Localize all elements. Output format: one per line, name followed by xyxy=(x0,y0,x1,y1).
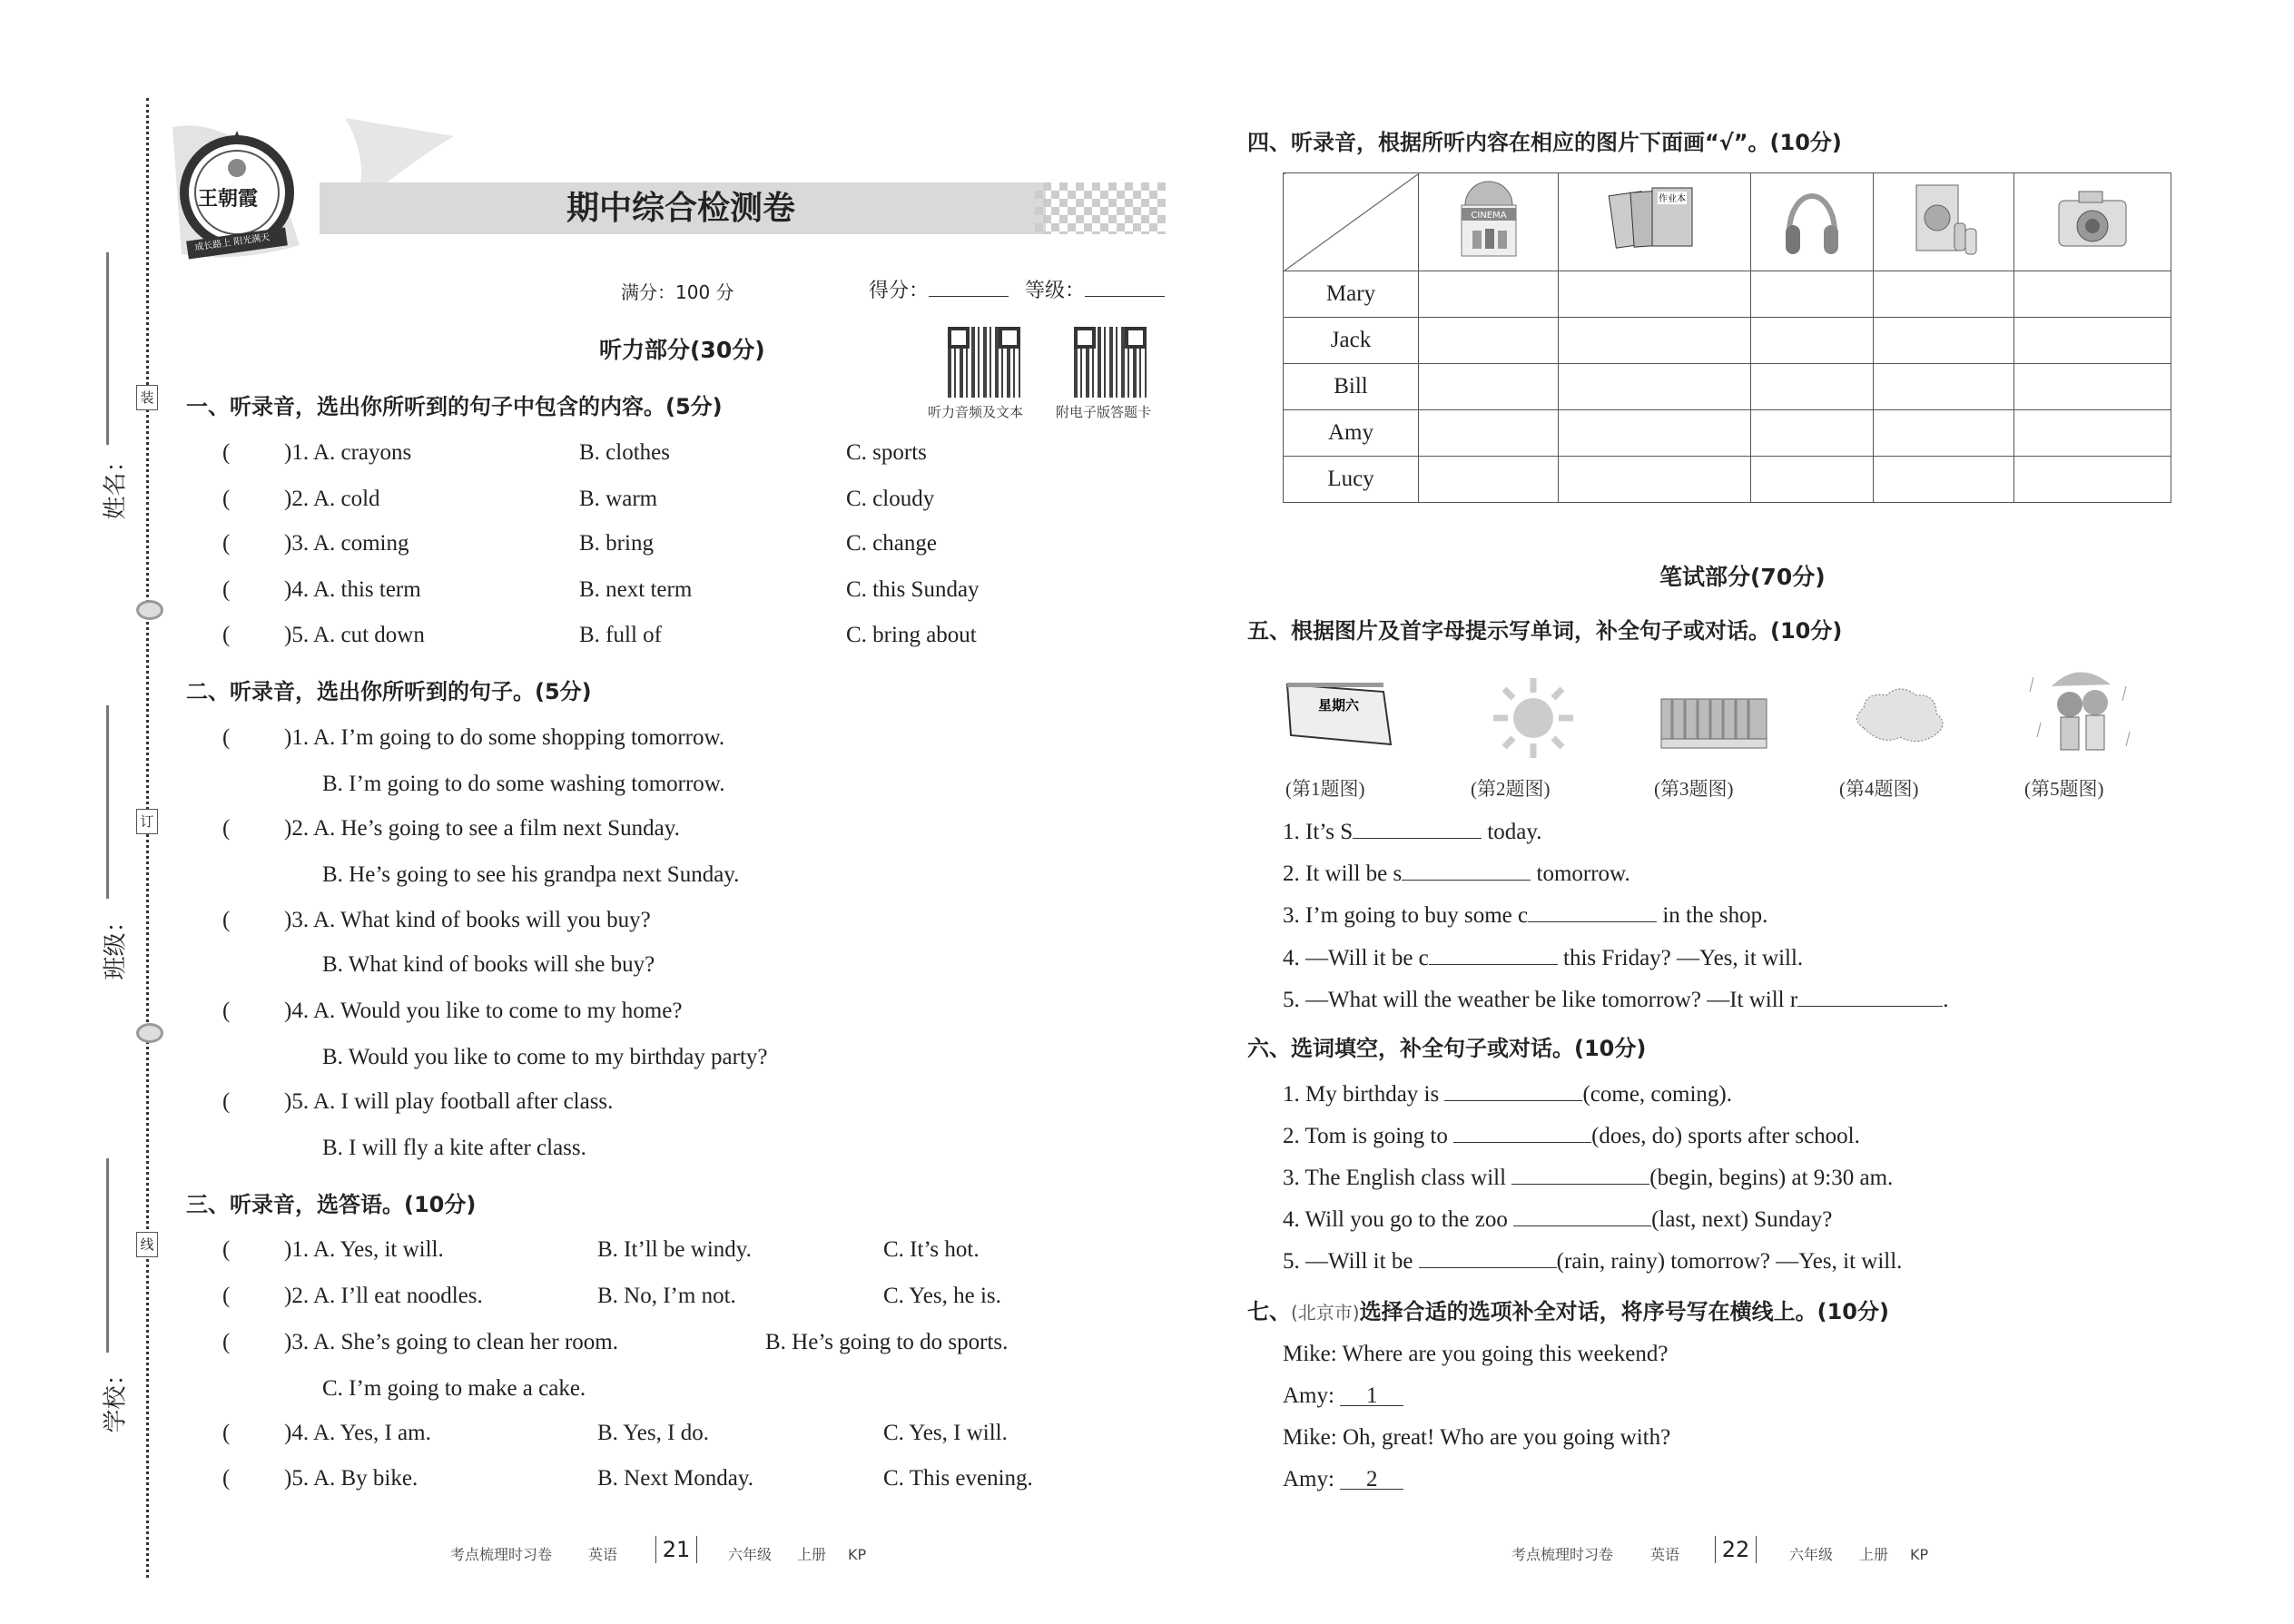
option-b: B. He’s going to do sports. xyxy=(765,1330,1009,1354)
option-b: B. What kind of books will she buy? xyxy=(322,952,655,977)
cut-mark-box: 订 xyxy=(136,809,158,834)
check-cell[interactable] xyxy=(1419,410,1559,457)
dialogue-line xyxy=(1283,1423,1670,1452)
answer-blank[interactable] xyxy=(1453,1118,1591,1143)
picture-caption: (第3题图) xyxy=(1654,778,1734,800)
footer-term: 上册 xyxy=(1859,1546,1889,1563)
student-name: Amy xyxy=(1284,410,1419,457)
binding-hole-icon xyxy=(136,600,163,620)
answer-blank[interactable] xyxy=(1429,940,1558,965)
check-cell[interactable] xyxy=(1874,271,2013,318)
answer-paren[interactable]: ( xyxy=(222,1089,231,1114)
washing-machine-picture xyxy=(1874,173,2013,271)
sentence-prefix: 5. —What will the weather be like tomorrow? —It will r xyxy=(1283,988,1798,1012)
check-cell[interactable] xyxy=(1559,318,1751,364)
logo-text: 王朝霞 xyxy=(198,188,259,211)
option-c: C. bring about xyxy=(846,623,977,647)
page-number: 22 xyxy=(1715,1536,1757,1563)
option-c: C. It’s hot. xyxy=(883,1237,980,1262)
logo-slogan: 成长路上 阳光满天 xyxy=(193,232,271,253)
svg-text:作业本: 作业本 xyxy=(1658,194,1686,204)
sentence-prefix: 1. My birthday is xyxy=(1283,1082,1440,1107)
binding-cut-line xyxy=(146,98,149,1578)
homework-books-picture xyxy=(1559,173,1751,271)
check-cell[interactable] xyxy=(2013,364,2171,410)
option-c: C. This evening. xyxy=(883,1466,1033,1491)
dialogue-line xyxy=(1283,1340,1668,1369)
answer-paren[interactable]: ( xyxy=(222,1284,231,1308)
question-number: )1. xyxy=(284,725,310,750)
dialogue-text: Where are you going this weekend? xyxy=(1342,1342,1669,1366)
answer-blank[interactable] xyxy=(1513,1202,1651,1226)
headphones-picture xyxy=(1750,173,1873,271)
checker-decoration xyxy=(1035,182,1166,234)
answer-paren[interactable]: ( xyxy=(222,487,231,511)
answer-paren[interactable]: ( xyxy=(222,577,231,602)
check-cell[interactable] xyxy=(1874,364,2013,410)
sentence-suffix: (last, next) Sunday? xyxy=(1651,1207,1833,1232)
score-field[interactable] xyxy=(869,276,1009,306)
option-a: A. Would you like to come to my home? xyxy=(312,999,683,1023)
answer-paren[interactable]: ( xyxy=(222,1330,231,1354)
student-name: Jack xyxy=(1284,318,1419,364)
option-b: B. next term xyxy=(579,577,693,602)
speaker: Mike: xyxy=(1283,1425,1337,1450)
qr-caption: 附电子版答题卡 xyxy=(1056,404,1152,420)
option-a: A. I’m going to do some shopping tomorrow. xyxy=(312,725,725,750)
books-icon xyxy=(1605,182,1705,255)
option-a: A. What kind of books will you buy? xyxy=(312,908,651,932)
sentence-suffix: (rain, rainy) tomorrow? —Yes, it will. xyxy=(1556,1249,1903,1274)
section-3-heading: 三、听录音，选答语。(10分) xyxy=(186,1192,477,1217)
footer-subject: 英语 xyxy=(1650,1546,1680,1563)
sentence-item xyxy=(1283,1202,1832,1235)
footer-edition: KP xyxy=(848,1546,867,1563)
audio-qr-code[interactable] xyxy=(948,327,1020,398)
option-b: B. Next Monday. xyxy=(597,1466,753,1491)
sentence-item xyxy=(1283,1244,1902,1276)
sentence-prefix: 4. —Will it be c xyxy=(1283,946,1429,970)
check-cell[interactable] xyxy=(1559,410,1751,457)
question-number: )3. xyxy=(284,531,310,556)
score-blank[interactable] xyxy=(929,276,1009,297)
sentence-suffix: (come, coming). xyxy=(1582,1082,1732,1107)
answer-card-qr-code[interactable] xyxy=(1074,327,1147,398)
question-number: )4. xyxy=(284,1421,310,1445)
table-row xyxy=(1284,364,2171,410)
question-number: )2. xyxy=(284,487,310,511)
sentence-item xyxy=(1283,982,1948,1015)
binding-hole-icon xyxy=(136,1023,163,1043)
option-c: C. Yes, I will. xyxy=(883,1421,1008,1445)
answer-paren[interactable]: ( xyxy=(222,908,231,932)
listening-part-title: 听力部分(30分) xyxy=(599,337,765,363)
sentence-prefix: 3. I’m going to buy some c xyxy=(1283,903,1529,928)
sentence-item xyxy=(1283,1077,1732,1109)
diagonal-header-cell xyxy=(1284,173,1419,271)
option-b: B. full of xyxy=(579,623,662,647)
sentence-prefix: 5. —Will it be xyxy=(1283,1249,1413,1274)
footer-series: 考点梳理时习卷 xyxy=(450,1546,553,1563)
page-title: 期中综合检测卷 xyxy=(566,190,795,227)
answer-paren[interactable]: ( xyxy=(222,1237,231,1262)
speaker: Amy: xyxy=(1283,1383,1334,1408)
check-cell[interactable] xyxy=(1750,410,1873,457)
speaker: Amy: xyxy=(1283,1467,1334,1491)
sentence-suffix: (does, do) sports after school. xyxy=(1591,1124,1860,1148)
option-b: B. bring xyxy=(579,531,654,556)
option-c: C. sports xyxy=(846,440,927,465)
table-row xyxy=(1284,457,2171,503)
student-name: Lucy xyxy=(1284,457,1419,503)
answer-blank[interactable] xyxy=(1402,856,1531,881)
sun-picture xyxy=(1492,676,1575,760)
answer-blank[interactable]: 1 xyxy=(1340,1382,1403,1406)
class-label: 班级： xyxy=(102,909,130,980)
option-b: B. I’m going to do some washing tomorrow. xyxy=(322,772,725,796)
answer-paren[interactable]: ( xyxy=(222,999,231,1023)
option-a: A. I’ll eat noodles. xyxy=(312,1284,483,1308)
section-5-heading: 五、根据图片及首字母提示写单词，补全句子或对话。(10分) xyxy=(1247,618,1843,644)
option-b: B. warm xyxy=(579,487,658,511)
answer-blank[interactable] xyxy=(1419,1244,1557,1268)
check-cell[interactable] xyxy=(1750,457,1873,503)
washing-machine-icon xyxy=(1907,178,1980,260)
grade-label: 等级： xyxy=(1025,280,1086,302)
answer-paren[interactable]: ( xyxy=(222,1421,231,1445)
cut-mark-box: 装 xyxy=(136,385,158,410)
question-number: )4. xyxy=(284,577,310,602)
dialogue-text: Oh, great! Who are you going with? xyxy=(1342,1425,1671,1450)
answer-blank[interactable] xyxy=(1511,1160,1649,1185)
table-row xyxy=(1284,318,2171,364)
footer-term: 上册 xyxy=(797,1546,827,1563)
section-4-heading: 四、听录音，根据所听内容在相应的图片下面画“√”。(10分) xyxy=(1247,130,1842,155)
answer-paren[interactable]: ( xyxy=(222,623,231,647)
question-number: )5. xyxy=(284,1466,310,1491)
option-b: B. He’s going to see his grandpa next Sunday. xyxy=(322,862,740,887)
check-cell[interactable] xyxy=(1419,271,1559,318)
option-b: B. No, I’m not. xyxy=(597,1284,736,1308)
page-number: 21 xyxy=(655,1536,697,1563)
grade-field[interactable] xyxy=(1025,276,1165,306)
answer-paren[interactable]: ( xyxy=(222,531,231,556)
answer-blank[interactable] xyxy=(1444,1077,1582,1101)
sentence-suffix: (begin, begins) at 9:30 am. xyxy=(1649,1166,1894,1190)
footer-series: 考点梳理时习卷 xyxy=(1511,1546,1614,1563)
check-cell[interactable] xyxy=(1419,364,1559,410)
sentence-prefix: 3. The English class will xyxy=(1283,1166,1507,1190)
answer-blank[interactable] xyxy=(1353,814,1482,839)
question-number: )5. xyxy=(284,623,310,647)
check-cell[interactable] xyxy=(1874,457,2013,503)
picture-caption: (第1题图) xyxy=(1285,778,1365,800)
sentence-item xyxy=(1283,856,1630,889)
check-cell[interactable] xyxy=(2013,318,2171,364)
sentence-prefix: 1. It’s S xyxy=(1283,820,1354,844)
answer-blank[interactable] xyxy=(1797,982,1943,1007)
option-a: A. He’s going to see a film next Sunday. xyxy=(312,816,680,841)
footer-grade: 六年级 xyxy=(1789,1546,1834,1563)
check-cell[interactable] xyxy=(1874,410,2013,457)
option-a: A. By bike. xyxy=(312,1466,418,1491)
student-name: Bill xyxy=(1284,364,1419,410)
school-label: 学校： xyxy=(102,1362,130,1433)
option-a: A. crayons xyxy=(312,440,412,465)
option-c: C. change xyxy=(846,531,937,556)
heading-number: 七、 xyxy=(1247,1299,1291,1324)
svg-text:星期六: 星期六 xyxy=(1318,697,1360,714)
answer-blank[interactable]: 2 xyxy=(1340,1465,1403,1490)
check-cell[interactable] xyxy=(1750,271,1873,318)
answer-paren[interactable]: ( xyxy=(222,440,231,465)
score-label: 得分： xyxy=(869,280,930,302)
name-write-line[interactable] xyxy=(106,252,109,445)
svg-text:CINEMA: CINEMA xyxy=(1471,211,1507,221)
sentence-suffix: . xyxy=(1943,988,1949,1012)
table-row xyxy=(1284,271,2171,318)
sentence-suffix: tomorrow. xyxy=(1536,861,1630,886)
camera-picture xyxy=(2013,173,2171,271)
option-a: A. I will play football after class. xyxy=(312,1089,614,1114)
headphones-icon xyxy=(1780,178,1844,260)
option-c: C. I’m going to make a cake. xyxy=(322,1376,586,1401)
sentence-item xyxy=(1283,898,1767,930)
heading-text: 选择合适的选项补全对话，将序号写在横线上。(10分) xyxy=(1359,1299,1889,1324)
student-name: Mary xyxy=(1284,271,1419,318)
option-a: A. coming xyxy=(312,531,409,556)
option-c: C. cloudy xyxy=(846,487,935,511)
section-1-heading: 一、听录音，选出你所听到的句子中包含的内容。(5分) xyxy=(186,394,723,419)
question-number: )5. xyxy=(284,1089,310,1114)
check-cell[interactable] xyxy=(1750,364,1873,410)
option-a: A. this term xyxy=(312,577,421,602)
option-b: B. clothes xyxy=(579,440,670,465)
calendar-saturday-picture xyxy=(1282,679,1394,752)
check-table xyxy=(1283,172,2171,503)
sentence-suffix: in the shop. xyxy=(1662,903,1768,928)
speaker: Mike: xyxy=(1283,1342,1337,1366)
footer-edition: KP xyxy=(1910,1546,1929,1563)
question-number: )3. xyxy=(284,908,310,932)
sentence-prefix: 2. Tom is going to xyxy=(1283,1124,1448,1148)
option-b: B. It’ll be windy. xyxy=(597,1237,752,1262)
picture-caption: (第4题图) xyxy=(1839,778,1919,800)
footer-subject: 英语 xyxy=(588,1546,618,1563)
check-cell[interactable] xyxy=(2013,271,2171,318)
cinema-picture xyxy=(1419,173,1559,271)
check-cell[interactable] xyxy=(1874,318,2013,364)
grade-blank[interactable] xyxy=(1085,276,1165,297)
section-2-heading: 二、听录音，选出你所听到的句子。(5分) xyxy=(186,679,592,704)
sentence-prefix: 2. It will be s xyxy=(1283,861,1403,886)
section-6-heading: 六、选词填空，补全句子或对话。(10分) xyxy=(1247,1036,1647,1061)
check-cell[interactable] xyxy=(1750,318,1873,364)
option-c: C. this Sunday xyxy=(846,577,980,602)
qr-caption: 听力音频及文本 xyxy=(928,404,1024,420)
check-cell[interactable] xyxy=(1419,457,1559,503)
writing-part-title: 笔试部分(70分) xyxy=(1659,564,1826,590)
question-number: )4. xyxy=(284,999,310,1023)
name-label: 姓名： xyxy=(102,448,130,520)
check-cell[interactable] xyxy=(1559,457,1751,503)
option-a: A. Yes, I am. xyxy=(312,1421,431,1445)
publisher-logo xyxy=(178,127,296,260)
answer-blank[interactable] xyxy=(1528,898,1657,922)
rainy-picture xyxy=(2024,659,2139,764)
answer-paren[interactable]: ( xyxy=(222,1466,231,1491)
check-cell[interactable] xyxy=(1559,364,1751,410)
table-row xyxy=(1284,410,2171,457)
question-number: )1. xyxy=(284,1237,310,1262)
cloudy-picture xyxy=(1846,683,1954,755)
answer-paren[interactable]: ( xyxy=(222,816,231,841)
option-b: B. Would you like to come to my birthday party? xyxy=(322,1045,768,1069)
region-tag: (北京市) xyxy=(1291,1302,1360,1324)
check-cell[interactable] xyxy=(1559,271,1751,318)
camera-icon xyxy=(2052,182,2133,255)
sentence-item xyxy=(1283,814,1542,847)
question-number: )1. xyxy=(284,440,310,465)
picture-caption: (第5题图) xyxy=(2024,778,2104,800)
sentence-item xyxy=(1283,940,1803,973)
full-score: 满分：100 分 xyxy=(621,281,734,303)
sentence-suffix: today. xyxy=(1487,820,1542,844)
dialogue-line xyxy=(1283,1382,1403,1411)
check-cell[interactable] xyxy=(2013,457,2171,503)
class-write-line[interactable] xyxy=(106,705,109,899)
question-number: )2. xyxy=(284,1284,310,1308)
option-a: A. She’s going to clean her room. xyxy=(312,1330,619,1354)
school-write-line[interactable] xyxy=(106,1158,109,1353)
sentence-item xyxy=(1283,1118,1860,1151)
cut-mark-box: 线 xyxy=(136,1232,158,1257)
question-number: )2. xyxy=(284,816,310,841)
picture-caption: (第2题图) xyxy=(1471,778,1551,800)
option-c: C. Yes, he is. xyxy=(883,1284,1001,1308)
sentence-item xyxy=(1283,1160,1893,1193)
answer-paren[interactable]: ( xyxy=(222,725,231,750)
sentence-prefix: 4. Will you go to the zoo xyxy=(1283,1207,1508,1232)
check-cell[interactable] xyxy=(1419,318,1559,364)
option-a: A. Yes, it will. xyxy=(312,1237,444,1262)
footer-grade: 六年级 xyxy=(728,1546,773,1563)
dialogue-line xyxy=(1283,1465,1403,1494)
crayons-picture xyxy=(1658,690,1770,750)
question-number: )3. xyxy=(284,1330,310,1354)
option-b: B. I will fly a kite after class. xyxy=(322,1136,586,1160)
cinema-icon xyxy=(1452,178,1525,260)
section-7-heading xyxy=(1247,1297,1889,1327)
check-cell[interactable] xyxy=(2013,410,2171,457)
option-a: A. cut down xyxy=(312,623,425,647)
sentence-suffix: this Friday? —Yes, it will. xyxy=(1563,946,1804,970)
option-a: A. cold xyxy=(312,487,380,511)
option-b: B. Yes, I do. xyxy=(597,1421,709,1445)
